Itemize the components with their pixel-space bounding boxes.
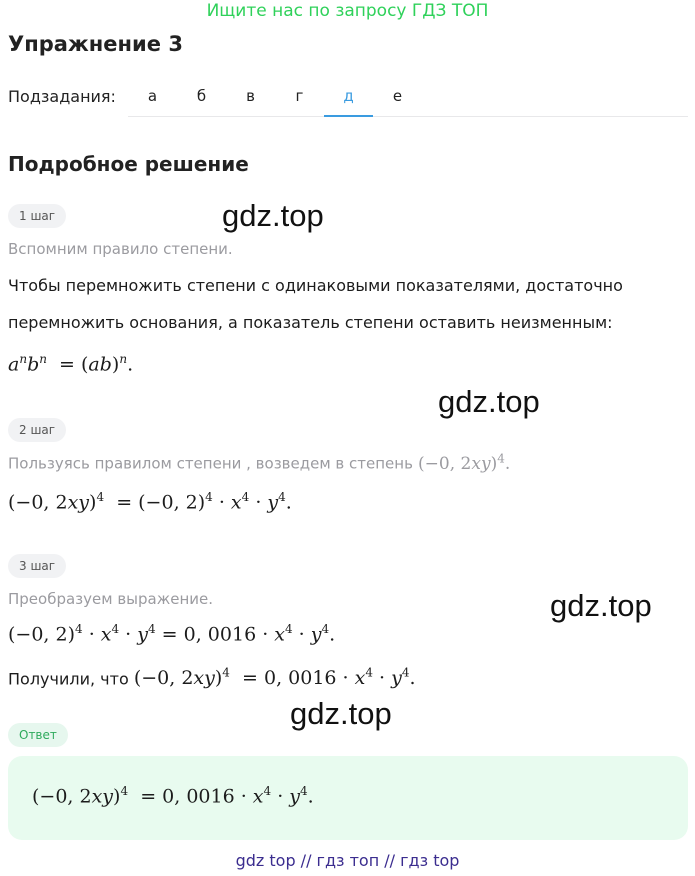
step-3-result-prefix: Получили, что [8,669,129,689]
step-1-text-line2: перемножить основания, а показатель степени оставить неизменным: [8,313,613,332]
solution-title: Подробное решение [8,152,249,176]
watermark: gdz.top [290,696,392,731]
step-1-text-line1: Чтобы перемножить степени с одинаковыми показателями, достаточно [8,276,623,295]
step-3-result-formula: (−0, 2xy)$^4$ = 0, $0016 \cdot x^4 \cdot y^4$. [133,666,416,690]
step-2-formula: (−0, 2xy)$^4$ = (−0, $2)^4 \cdot x^4 \cdot y^4$. [8,490,292,514]
step-2-badge: 2 шаг [8,418,66,442]
answer-formula: (−0, 2xy)$^4$ = 0, $0016 \cdot x^4 \cdot y^4$. [32,784,314,808]
step-1-badge: 1 шаг [8,204,66,228]
step-1-hint: Вспомним правило степени. [8,240,233,258]
search-banner: Ищите нас по запросу ГДЗ ТОП [206,1,489,21]
step-3-result-line [8,666,416,689]
power-rule-formula: $a^nb^n = (ab)^n$. [8,352,134,376]
tab-g[interactable]: г [295,87,304,105]
step-3-formula: (−0, $2)^4 \cdot x^4 \cdot y^4 = 0$, $0016 \cdot x^4 \cdot y^4$. [8,622,336,646]
tab-v[interactable]: в [246,87,255,105]
subtask-tabs [128,78,688,117]
step-3-hint: Преобразуем выражение. [8,590,214,608]
page-title: Упражнение 3 [8,32,183,56]
step-2-hint-expression: (−0, 2xy)$^4$. [418,451,511,474]
tab-d[interactable]: д [324,78,373,117]
watermark: gdz.top [438,384,540,419]
watermark: gdz.top [550,588,652,623]
tab-a[interactable]: а [147,87,158,105]
subtasks-label: Подзадания: [8,87,116,106]
footer-links[interactable]: gdz top // гдз топ // гдз top [235,851,460,870]
watermark: gdz.top [222,198,324,233]
step-3-badge: 3 шаг [8,554,66,578]
answer-badge: Ответ [8,723,68,747]
tab-e[interactable]: е [392,87,403,105]
step-2-hint-line [8,451,510,474]
tab-b[interactable]: б [196,87,207,105]
step-2-hint: Пользуясь правилом степени , возведем в степень [8,454,413,473]
